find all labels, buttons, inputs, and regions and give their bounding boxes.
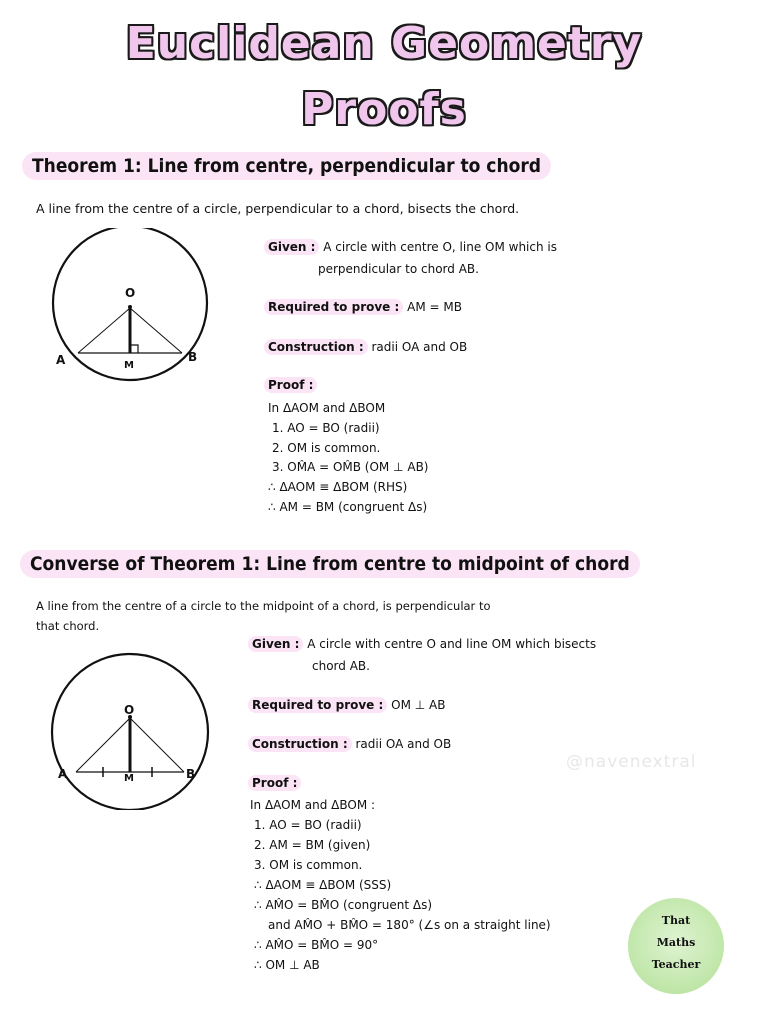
theorem1-given-cont: perpendicular to chord AB. — [318, 262, 479, 276]
radius-oa — [78, 308, 130, 353]
proof-label: Proof : — [264, 377, 317, 393]
converse1-circle-diagram — [40, 650, 220, 810]
theorem1-given — [264, 240, 557, 254]
converse1-proof-line: and AM̂O + BM̂O = 180° (∠s on a straight line) — [268, 918, 551, 932]
converse1-heading: Converse of Theorem 1: Line from centre to midpoint of chord — [20, 550, 640, 578]
badge-line: That — [661, 914, 691, 927]
page-subtitle: Proofs — [301, 84, 467, 135]
centre-dot — [128, 305, 132, 309]
construction-text: radii OA and OB — [371, 340, 468, 354]
converse1-construction — [248, 737, 451, 751]
watermark: @navenextral — [566, 752, 697, 772]
radius-ob — [130, 718, 184, 772]
page-title: Euclidean Geometry — [125, 18, 643, 69]
rtp-label: Required to prove : — [264, 299, 403, 315]
that-maths-teacher-badge — [628, 898, 724, 994]
theorem1-proof-line: In ΔAOM and ΔBOM — [268, 401, 386, 415]
label-a: A — [58, 767, 68, 781]
converse1-proof-line: In ΔAOM and ΔBOM : — [250, 798, 376, 812]
converse1-proof-line: 2. AM = BM (given) — [254, 838, 371, 852]
label-o: O — [125, 286, 136, 300]
theorem1-proof-line: 3. OM̂A = OM̂B (OM ⊥ AB) — [272, 460, 429, 474]
theorem1-rtp — [264, 300, 462, 314]
label-m: M — [124, 360, 134, 371]
converse1-proof-line: 1. AO = BO (radii) — [254, 818, 362, 832]
theorem1-heading: Theorem 1: Line from centre, perpendicular to chord — [22, 152, 551, 180]
converse1-proof-line: ∴ AM̂O = BM̂O = 90° — [254, 938, 379, 952]
converse1-given-cont: chord AB. — [312, 659, 370, 673]
given-text: A circle with centre O, line OM which is — [323, 240, 557, 254]
label-m: M — [124, 773, 134, 784]
converse1-proof-line: ∴ OM ⊥ AB — [254, 958, 320, 972]
converse1-given — [248, 637, 596, 651]
rtp-label: Required to prove : — [248, 697, 387, 713]
label-o: O — [124, 703, 135, 717]
theorem1-proof-line: ∴ AM = BM (congruent Δs) — [268, 500, 428, 514]
rtp-text: AM = MB — [407, 300, 462, 314]
converse1-proof-line: ∴ AM̂O = BM̂O (congruent Δs) — [254, 898, 433, 912]
given-text: A circle with centre O and line OM which bisects — [307, 637, 597, 651]
radius-oa — [76, 718, 130, 772]
theorem1-proof-line: ∴ ΔAOM ≡ ΔBOM (RHS) — [268, 480, 408, 494]
given-label: Given : — [264, 239, 319, 255]
theorem1-statement: A line from the centre of a circle, perpendicular to a chord, bisects the chord. — [36, 201, 520, 216]
converse1-statement: A line from the centre of a circle to the midpoint of a chord, is perpendicular to — [36, 599, 491, 613]
rtp-text: OM ⊥ AB — [391, 698, 446, 712]
converse1-proof-line: 3. OM is common. — [254, 858, 363, 872]
proof-label: Proof : — [248, 775, 301, 791]
badge-line: Maths — [656, 936, 696, 949]
label-a: A — [56, 353, 66, 367]
circle — [53, 228, 207, 380]
theorem1-proof-line: 1. AO = BO (radii) — [272, 421, 380, 435]
theorem1-proof-label — [264, 378, 317, 392]
converse1-rtp — [248, 698, 445, 712]
converse1-statement-cont: that chord. — [36, 619, 100, 633]
construction-label: Construction : — [264, 339, 368, 355]
construction-label: Construction : — [248, 736, 352, 752]
given-label: Given : — [248, 636, 303, 652]
label-b: B — [188, 350, 198, 364]
converse1-proof-label — [248, 776, 301, 790]
construction-text: radii OA and OB — [355, 737, 452, 751]
theorem1-proof-line: 2. OM is common. — [272, 441, 381, 455]
badge-line: Teacher — [651, 958, 701, 971]
theorem1-construction — [264, 340, 467, 354]
theorem1-circle-diagram — [40, 228, 220, 388]
converse1-proof-line: ∴ ΔAOM ≡ ΔBOM (SSS) — [254, 878, 392, 892]
label-b: B — [186, 767, 196, 781]
